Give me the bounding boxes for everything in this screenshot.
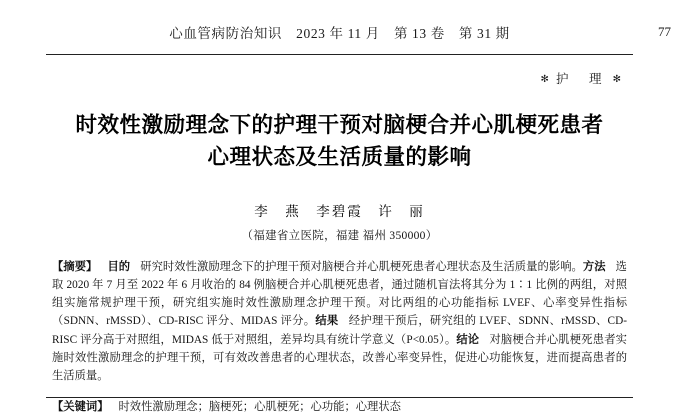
page-title (46, 109, 633, 174)
abstract-label: 【摘要】 (52, 260, 98, 273)
section-marker-label: 护 理 (555, 72, 606, 86)
page-number: 77 (658, 24, 671, 39)
keywords-label: 【关键词】 (52, 400, 109, 413)
header-divider (46, 54, 633, 55)
objective-label: 目的 (107, 260, 131, 273)
results-label: 结果 (315, 315, 339, 328)
author-list: 李 燕 李碧霞 许 丽 (254, 203, 425, 219)
keywords-block (46, 398, 633, 416)
footer-divider (46, 397, 633, 398)
star-right-icon: ✻ (612, 74, 621, 85)
running-head (46, 0, 633, 48)
methods-text: 选取 2020 年 7 月至 2022 年 6 月收治的 84 例脑梗合并心肌梗死患者，通过随机盲法将其分为 1∶1 比例的两组，对照组实施常规护理干预，研究组实施时效性激励理念护理干预。对比两组的心功能指标 LVEF、心率变异性指标（SDNN、rMSSD）、CD-RISC 评分、MIDAS 评分。 (52, 260, 627, 328)
objective-text: 研究时效性激励理念下的护理干预对脑梗合并心肌梗死患者心理状态及生活质量的影响。 (140, 260, 583, 273)
conclusion-text: 对脑梗合并心肌梗死患者实施时效性激励理念的护理干预，可有效改善患者的心理状态，改善心率变异性，促进心功能恢复，进而提高患者的生活质量。 (52, 333, 627, 383)
keywords-text: 时效性激励理念；脑梗死；心肌梗死；心功能；心理状态 (118, 400, 401, 413)
journal-info: 心血管病防治知识 2023 年 11 月 第 13 卷 第 31 期 (169, 26, 510, 41)
section-marker (46, 69, 633, 87)
methods-label: 方法 (582, 260, 606, 273)
title-line-2: 心理状态及生活质量的影响 (207, 145, 472, 170)
title-line-1: 时效性激励理念下的护理干预对脑梗合并心肌梗死患者 (75, 113, 604, 137)
star-left-icon: ✻ (540, 74, 549, 85)
affiliation: （福建省立医院，福建 福州 350000） (241, 229, 438, 242)
results-text: 经护理干预后，研究组的 LVEF、SDNN、rMSSD、CD-RISC 评分高于对照组，MIDAS 低于对照组，差异均具有统计学意义（P<0.05）。 (52, 315, 627, 346)
abstract-block (46, 258, 633, 386)
conclusion-label: 结论 (456, 333, 480, 346)
